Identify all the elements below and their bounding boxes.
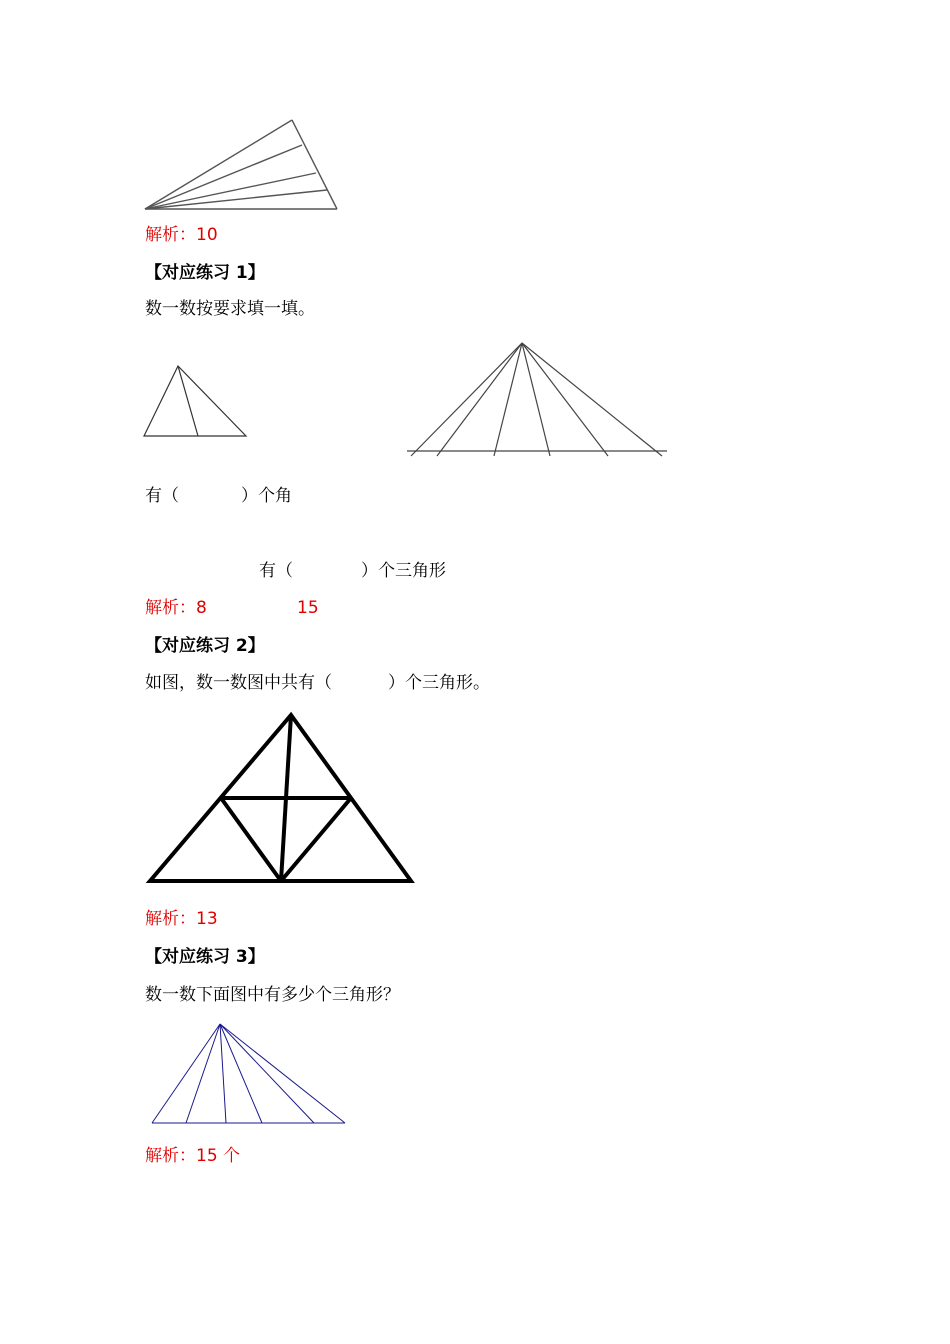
block0-answer: 解析：10 (145, 225, 218, 245)
apex-line (437, 343, 522, 456)
exercise1-heading: 【对应练习 1】 (145, 263, 265, 283)
apex-line (220, 1024, 262, 1123)
exercise3-answer: 解析：15 个 (145, 1146, 241, 1166)
center-line (281, 715, 291, 881)
triangle-inner-line (178, 366, 198, 436)
fan-ray (145, 120, 292, 209)
outer-triangle (150, 715, 411, 881)
exercise1-q1 (145, 486, 292, 506)
prompt-suffix: ）个三角形。 (388, 673, 490, 693)
exercise1-prompt: 数一数按要求填一填。 (145, 299, 315, 319)
exercise3-prompt: 数一数下面图中有多少个三角形？ (145, 985, 400, 1005)
apex-line (494, 343, 522, 456)
q2-suffix: ）个三角形 (361, 561, 446, 581)
apex-line (152, 1024, 220, 1123)
triangle-outline (144, 366, 246, 436)
q1-prefix: 有（ (145, 486, 179, 506)
apex-line (186, 1024, 220, 1123)
q1-suffix: ）个角 (241, 486, 292, 506)
exercise2-prompt (145, 673, 490, 693)
apex-line (522, 343, 662, 456)
apex-line (411, 343, 522, 456)
prompt-prefix: 如图，数一数图中共有（ (145, 673, 332, 693)
apex-line (522, 343, 550, 456)
inner-right (281, 798, 351, 881)
q2-prefix: 有（ (259, 561, 293, 581)
fan-edge (292, 120, 337, 209)
exercise2-answer: 解析：13 (145, 909, 218, 929)
inner-left (221, 798, 281, 881)
apex-line (522, 343, 608, 456)
exercise3-heading: 【对应练习 3】 (145, 947, 265, 967)
apex-line (220, 1024, 345, 1123)
fan-ray (145, 145, 302, 209)
exercise1-answer-2: 15 (297, 598, 319, 618)
fan-ray (145, 190, 327, 209)
exercise2-heading: 【对应练习 2】 (145, 636, 265, 656)
apex-line (220, 1024, 314, 1123)
exercise1-q2 (259, 561, 446, 581)
exercise1-answer: 解析：8 (145, 598, 207, 618)
fan-ray (145, 173, 316, 209)
apex-line (220, 1024, 226, 1123)
